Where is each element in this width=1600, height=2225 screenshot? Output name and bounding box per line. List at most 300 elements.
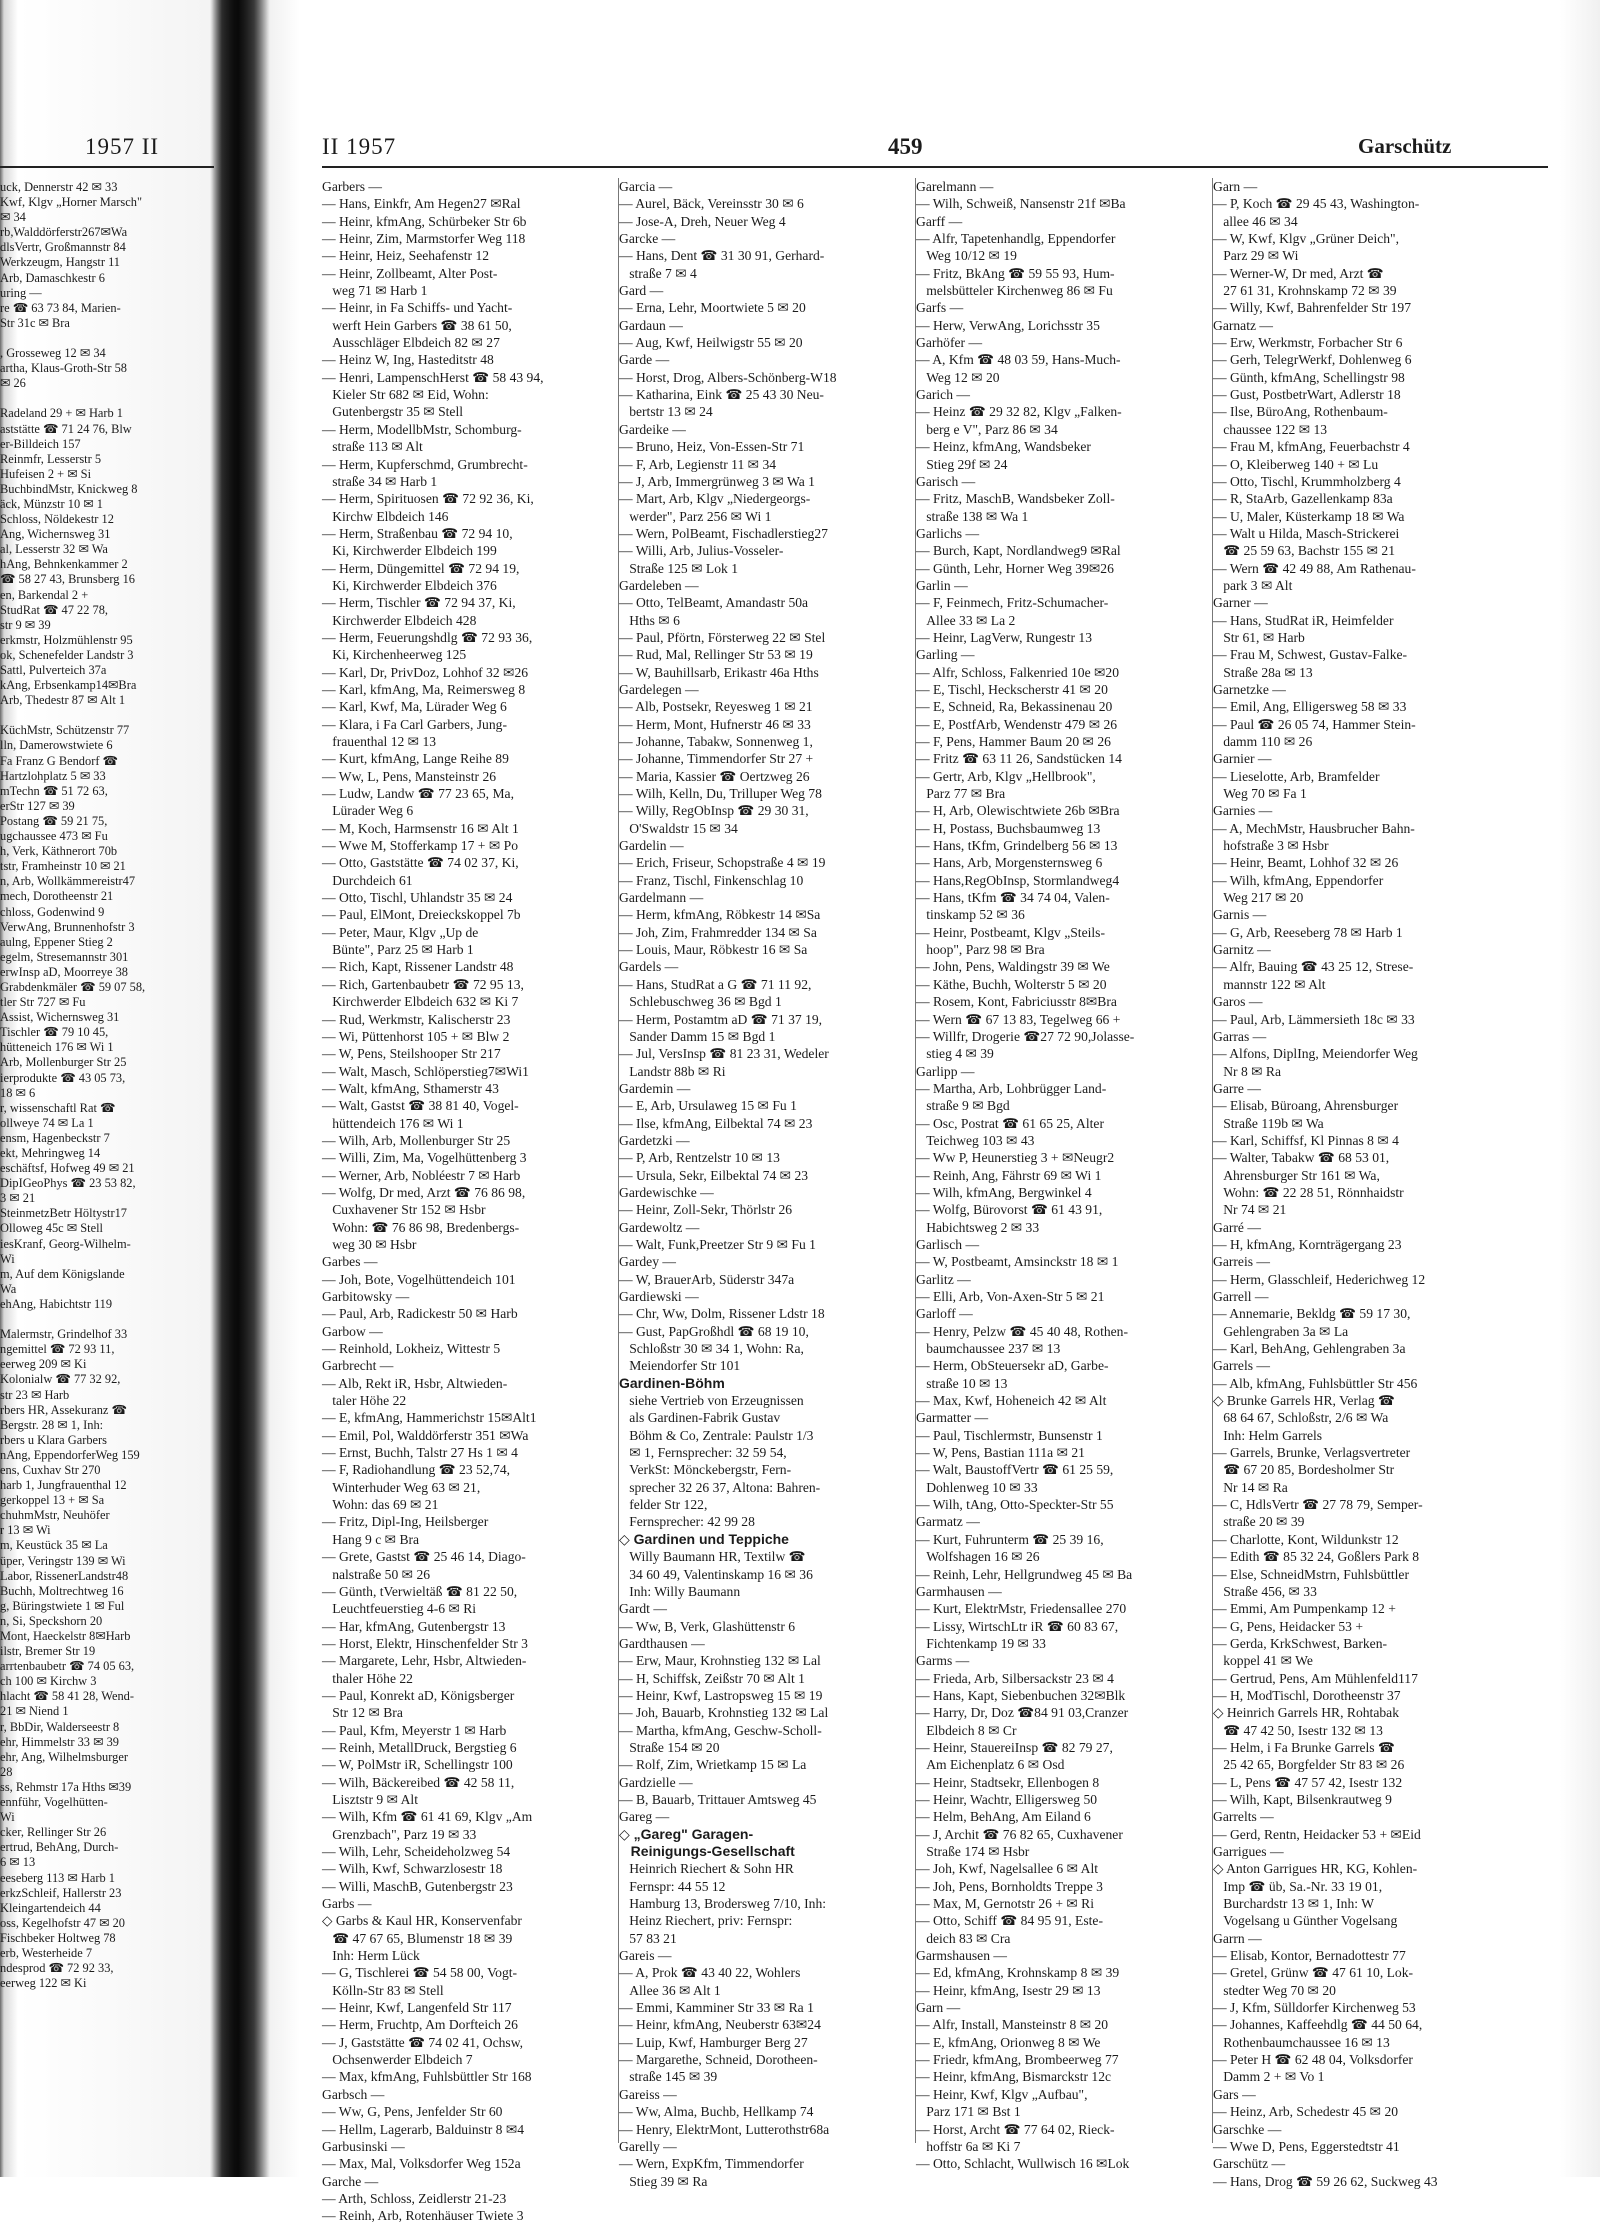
directory-entry: Parz 77 ✉ Bra xyxy=(916,786,1006,802)
directory-entry: — Walt u Hilda, Masch-Strickerei xyxy=(1213,525,1400,541)
directory-entry: hoffstr 6a ✉ Ki 7 xyxy=(916,2138,1021,2154)
directory-entry: — Fritz, MaschB, Wandsbeker Zoll- xyxy=(916,491,1115,507)
directory-entry: weg 71 ✉ Harb 1 xyxy=(322,283,428,299)
directory-entry: — F, Arb, Legienstr 11 ✉ 34 xyxy=(619,456,777,472)
directory-line: Wi xyxy=(0,1810,15,1825)
surname-heading: Garn — xyxy=(916,2000,961,2016)
directory-line xyxy=(0,1312,210,1327)
right-page-header-year: II 1957 xyxy=(322,134,397,159)
directory-entry: Durchdeich 61 xyxy=(322,872,413,888)
directory-entry: — Har, kfmAng, Gutenbergstr 13 xyxy=(322,1618,506,1634)
directory-entry: ◇ Brunke Garrels HR, Verlag ☎ xyxy=(1213,1393,1395,1409)
directory-entry: allee 46 ✉ 34 xyxy=(1213,213,1298,229)
directory-line: lln, Damerowstwiete 6 xyxy=(0,738,113,753)
directory-entry: — Paul, Arb, Radickestr 50 ✉ Harb xyxy=(322,1306,518,1322)
directory-entry: — Ursula, Sekr, Eilbektal 74 ✉ 23 xyxy=(619,1167,809,1183)
directory-entry: Habichtsweg 2 ✉ 33 xyxy=(916,1219,1040,1235)
directory-line: , Grosseweg 12 ✉ 34 xyxy=(0,346,106,361)
directory-entry: Schloßstr 30 ✉ 34 1, Wohn: Ra, xyxy=(619,1341,804,1357)
directory-line: cker, Rellinger Str 26 xyxy=(0,1825,107,1840)
directory-entry: — Herm, kfmAng, Röbkestr 14 ✉Sa xyxy=(619,907,821,923)
directory-entry: — Rud, Werkmstr, Kalischerstr 23 xyxy=(322,1011,511,1027)
directory-entry: — R, StaArb, Gazellenkamp 83a xyxy=(1213,491,1393,507)
directory-entry: — Erw, Werkmstr, Forbacher Str 6 xyxy=(1213,335,1403,351)
directory-entry: — Wern, ExpKfm, Timmendorfer xyxy=(619,2156,804,2172)
directory-entry: — G, Arb, Reeseberg 78 ✉ Harb 1 xyxy=(1213,924,1403,940)
directory-entry: Straße 119b ✉ Wa xyxy=(1213,1115,1324,1131)
left-page-header: 1957 II xyxy=(85,134,160,159)
directory-entry: straße 7 ✉ 4 xyxy=(619,265,697,281)
directory-entry: — Herm, Spirituosen ☎ 72 92 36, Ki, xyxy=(322,491,534,507)
directory-entry: Weg 217 ✉ 20 xyxy=(1213,890,1304,906)
directory-entry: — Alb, Postsekr, Reyesweg 1 ✉ 21 xyxy=(619,699,813,715)
directory-line: chloss, Godenwind 9 xyxy=(0,904,105,919)
directory-column-4 xyxy=(1213,178,1509,2190)
directory-entry: — Willfr, Drogerie ☎27 72 90,Jolasse- xyxy=(916,1028,1135,1044)
directory-entry: — Frieda, Arb, Silbersackstr 23 ✉ 4 xyxy=(916,1670,1114,1686)
surname-heading: Gardaun — xyxy=(619,317,683,333)
directory-line xyxy=(0,391,210,406)
directory-entry: Weg 12 ✉ 20 xyxy=(916,369,1000,385)
directory-entry: — Ernst, Buchh, Talstr 27 Hs 1 ✉ 4 xyxy=(322,1445,518,1461)
directory-entry: ◇ Heinrich Garrels HR, Rohtabak xyxy=(1213,1705,1399,1721)
directory-entry: deich 83 ✉ Cra xyxy=(916,1930,1011,1946)
directory-entry: werder", Parz 256 ✉ Wi 1 xyxy=(619,508,772,524)
directory-entry: — Jul, VersInsp ☎ 81 23 31, Wedeler xyxy=(619,1046,829,1062)
directory-line: re ☎ 63 73 84, Marien- xyxy=(0,300,121,315)
directory-entry: — Hans,RegObInsp, Stormlandweg4 xyxy=(916,872,1120,888)
surname-heading: Gardewoltz — xyxy=(619,1219,700,1235)
surname-heading: Garrn — xyxy=(1213,1930,1262,1946)
directory-entry: Straße 125 ✉ Lok 1 xyxy=(619,560,738,576)
directory-entry: taler Höhe 22 xyxy=(322,1393,407,1409)
directory-entry: — H, Postass, Buchsbaumweg 13 xyxy=(916,820,1101,836)
directory-entry: Lürader Weg 6 xyxy=(322,803,414,819)
directory-entry: Heinrich Riechert & Sohn HR xyxy=(619,1861,794,1877)
directory-entry: — W, Pens, Bastian 111a ✉ 21 xyxy=(916,1445,1085,1461)
directory-entry: — Willy, RegObInsp ☎ 29 30 31, xyxy=(619,803,809,819)
directory-line: uring — xyxy=(0,285,42,300)
directory-entry: — Herm, Glasschleif, Hederichweg 12 xyxy=(1213,1271,1426,1287)
directory-entry: Gardinen-Böhm xyxy=(619,1374,725,1391)
directory-entry: — Martha, kfmAng, Geschw-Scholl- xyxy=(619,1722,822,1738)
directory-line: m, Keustück 35 ✉ La xyxy=(0,1538,108,1553)
directory-line: Tischler ☎ 79 10 45, xyxy=(0,1025,109,1040)
surname-heading: Garhöfer — xyxy=(916,335,983,351)
directory-line: Kleingartendeich 44 xyxy=(0,1900,101,1915)
directory-entry: ✉ 1, Fernsprecher: 32 59 54, xyxy=(619,1445,787,1461)
surname-heading: Gard — xyxy=(619,283,664,299)
directory-line: chuhmMstr, Neuhöfer xyxy=(0,1508,110,1523)
directory-line: ok, Schenefelder Landstr 3 xyxy=(0,647,134,662)
directory-line: mTechn ☎ 51 72 63, xyxy=(0,783,108,798)
directory-entry: — Heinz ☎ 29 32 82, Klgv „Falken- xyxy=(916,404,1122,420)
directory-line: Olloweg 45c ✉ Stell xyxy=(0,1221,103,1236)
surname-heading: Garbers — xyxy=(322,179,383,194)
directory-entry: — Ww, G, Pens, Jenfelder Str 60 xyxy=(322,2104,503,2120)
directory-entry: Kieler Str 682 ✉ Eid, Wohn: xyxy=(322,387,489,403)
directory-entry: — Max, M, Gernotstr 26 + ✉ Ri xyxy=(916,1896,1095,1912)
directory-line: tler Str 727 ✉ Fu xyxy=(0,995,86,1010)
directory-line xyxy=(0,708,210,723)
directory-entry: — Edith ☎ 85 32 24, Goßlers Park 8 xyxy=(1213,1549,1420,1565)
directory-entry: straße 113 ✉ Alt xyxy=(322,439,423,455)
directory-entry: thaler Höhe 22 xyxy=(322,1670,413,1686)
directory-entry: — J, Arb, Immergrünweg 3 ✉ Wa 1 xyxy=(619,473,815,489)
directory-entry: — Wilh, Kfm ☎ 61 41 69, Klgv „Am xyxy=(322,1809,533,1825)
directory-entry: Willy Baumann HR, Textilw ☎ xyxy=(619,1549,806,1565)
directory-entry: Wolfshagen 16 ✉ 26 xyxy=(916,1549,1040,1565)
surname-heading: Gardetzki — xyxy=(619,1132,690,1148)
directory-entry: — Heinr, Kwf, Klgv „Aufbau", xyxy=(916,2086,1088,2102)
directory-entry: — Karl, Kwf, Ma, Lürader Weg 6 xyxy=(322,699,507,715)
directory-entry: hofstraße 3 ✉ Hsbr xyxy=(1213,838,1329,854)
surname-heading: Gareis — xyxy=(619,1948,672,1964)
directory-entry: — Joh, Bauarb, Krohnstieg 132 ✉ Lal xyxy=(619,1705,829,1721)
left-page xyxy=(0,0,220,2177)
directory-entry: — Gretel, Grünw ☎ 47 61 10, Lok- xyxy=(1213,1965,1414,1981)
directory-entry: Ausschläger Elbdeich 82 ✉ 27 xyxy=(322,335,500,351)
surname-heading: Garbs — xyxy=(322,1896,372,1912)
directory-entry: — Johanne, Tabakw, Sonnenweg 1, xyxy=(619,734,813,749)
surname-heading: Garras — xyxy=(1213,1028,1267,1044)
directory-entry: Ochsenwerder Elbdeich 7 xyxy=(322,2052,473,2068)
surname-heading: Garcke — xyxy=(619,231,676,247)
directory-line: ierprodukte ☎ 43 05 73, xyxy=(0,1070,126,1085)
directory-line: str 23 ✉ Harb xyxy=(0,1387,70,1402)
directory-line: h, Verk, Käthnerort 70b xyxy=(0,844,118,859)
directory-line: n, Si, Speckshorn 20 xyxy=(0,1613,103,1628)
surname-heading: Gardewischke — xyxy=(619,1184,714,1200)
directory-entry: Parz 29 ✉ Wi xyxy=(1213,248,1299,264)
directory-entry: — Friedr, kfmAng, Brombeerweg 77 xyxy=(916,2052,1119,2068)
directory-entry: — Reinh, MetallDruck, Bergstieg 6 xyxy=(322,1739,517,1755)
directory-line: arrtenbaubetr ☎ 74 05 63, xyxy=(0,1659,135,1674)
directory-entry: Fernspr: 44 55 12 xyxy=(619,1878,726,1894)
directory-entry: — Wilh, tAng, Otto-Speckter-Str 55 xyxy=(916,1497,1114,1513)
directory-entry: — Herm, Feuerungshdlg ☎ 72 93 36, xyxy=(322,629,533,645)
surname-heading: Garbsch — xyxy=(322,2086,385,2102)
directory-entry: — Charlotte, Kont, Wildunkstr 12 xyxy=(1213,1531,1399,1547)
directory-line: ertrud, BehAng, Durch- xyxy=(0,1840,119,1855)
directory-entry: — Gerd, Rentn, Heidacker 53 + ✉Eid xyxy=(1213,1826,1421,1842)
directory-entry: — Fritz, Dipl-Ing, Heilsberger xyxy=(322,1514,489,1530)
surname-heading: Garisch — xyxy=(916,473,976,489)
directory-entry: — P, Koch ☎ 29 45 43, Washington- xyxy=(1213,196,1420,212)
directory-entry: — Kurt, kfmAng, Lange Reihe 89 xyxy=(322,751,509,767)
directory-line: ss, Rehmstr 17a Hths ✉39 xyxy=(0,1779,132,1794)
directory-entry: — Max, kfmAng, Fuhlsbüttler Str 168 xyxy=(322,2069,532,2085)
directory-entry: — Reinh, Lehr, Hellgrundweg 45 ✉ Ba xyxy=(916,1566,1133,1582)
surname-heading: Garos — xyxy=(1213,994,1263,1010)
directory-entry: — Erw, Maur, Krohnstieg 132 ✉ Lal xyxy=(619,1653,821,1669)
directory-entry: Inh: Helm Garrels xyxy=(1213,1427,1323,1443)
directory-entry: Landstr 88b ✉ Ri xyxy=(619,1063,726,1079)
directory-line: Arb, Thedestr 87 ✉ Alt 1 xyxy=(0,693,126,708)
directory-entry: weg 30 ✉ Hsbr xyxy=(322,1236,417,1252)
directory-entry: — Wilh, Kelln, Du, Trilluper Weg 78 xyxy=(619,786,822,802)
directory-entry: — Willi, Zim, Ma, Vogelhüttenberg 3 xyxy=(322,1150,527,1166)
directory-entry: Ki, Kirchwerder Elbdeich 376 xyxy=(322,577,497,593)
directory-line: m, Auf dem Königslande xyxy=(0,1266,125,1281)
directory-entry: — J, Kfm, Sülldorfer Kirchenweg 53 xyxy=(1213,2000,1416,2016)
directory-line: kAng, Erbsenkamp14✉Bra xyxy=(0,678,137,693)
directory-line: äck, Münzstr 10 ✉ 1 xyxy=(0,496,103,511)
surname-heading: Garnatz — xyxy=(1213,317,1274,333)
directory-entry: Allee 33 ✉ La 2 xyxy=(916,612,1016,628)
directory-entry: melsbütteler Kirchenweg 86 ✉ Fu xyxy=(916,283,1113,299)
directory-entry: — F, Feinmech, Fritz-Schumacher- xyxy=(916,595,1109,611)
directory-line: ehr, Himmelstr 33 ✉ 39 xyxy=(0,1734,119,1749)
directory-entry: straße 20 ✉ 39 xyxy=(1213,1514,1305,1530)
surname-heading: Garn — xyxy=(1213,179,1258,194)
directory-line: er-Billdeich 157 xyxy=(0,436,81,451)
directory-entry: 57 83 21 xyxy=(619,1930,677,1946)
directory-entry: — Max, Kwf, Hoheneich 42 ✉ Alt xyxy=(916,1393,1107,1409)
directory-entry: — Herm, Tischler ☎ 72 94 37, Ki, xyxy=(322,595,516,611)
directory-entry: Fichtenkamp 19 ✉ 33 xyxy=(916,1635,1046,1651)
directory-line: Mont, Haeckelstr 8✉Harb xyxy=(0,1629,131,1643)
directory-entry: — Karl, Dr, PrivDoz, Lohhof 32 ✉26 xyxy=(322,664,529,680)
directory-entry: Vogelsang u Günther Vogelsang xyxy=(1213,1913,1398,1929)
directory-entry: straße 10 ✉ 13 xyxy=(916,1375,1008,1391)
left-page-column xyxy=(0,180,210,1991)
directory-line: ekt, Mehringweg 14 xyxy=(0,1146,101,1160)
directory-entry: Gehlengraben 3a ✉ La xyxy=(1213,1323,1349,1339)
directory-entry: berg e V", Parz 86 ✉ 34 xyxy=(916,421,1058,437)
directory-entry: Cuxhavener Str 152 ✉ Hsbr xyxy=(322,1202,486,1218)
directory-entry: — Alb, kfmAng, Fuhlsbüttler Str 456 xyxy=(1213,1375,1418,1391)
directory-entry: straße 145 ✉ 39 xyxy=(619,2069,718,2085)
directory-entry: — Heinr, Wachtr, Elligersweg 50 xyxy=(916,1791,1098,1807)
surname-heading: Gardey — xyxy=(619,1254,676,1270)
surname-heading: Garreis — xyxy=(1213,1254,1270,1270)
directory-entry: Meiendorfer Str 101 xyxy=(619,1358,741,1374)
directory-entry: — Emmi, Am Pumpenkamp 12 + xyxy=(1213,1601,1396,1617)
directory-entry: — Heinr, Zim, Marmstorfer Weg 118 xyxy=(322,231,526,247)
directory-line: Reinmfr, Lesserstr 5 xyxy=(0,451,102,466)
directory-line: Sattl, Pulverteich 37a xyxy=(0,663,107,677)
directory-entry: — C, HdlsVertr ☎ 27 78 79, Semper- xyxy=(1213,1497,1423,1513)
directory-entry: — Rosem, Kont, Fabriciusstr 8✉Bra xyxy=(916,994,1117,1010)
directory-entry: — Reinh, Arb, Rotenhäuser Twiete 3 xyxy=(322,2208,524,2224)
directory-entry: — H, Arb, Olewischtwiete 26b ✉Bra xyxy=(916,803,1120,819)
surname-heading: Garling — xyxy=(916,647,975,663)
directory-line: BuchbindMstr, Knickweg 8 xyxy=(0,481,138,496)
directory-entry: — Heinz W, Ing, Hasteditstr 48 xyxy=(322,352,494,368)
directory-entry: siehe Vertrieb von Erzeugnissen xyxy=(619,1393,804,1409)
directory-entry: stedter Weg 70 ✉ 20 xyxy=(1213,1982,1336,1998)
left-header-rule xyxy=(0,166,214,168)
directory-entry: — Wolfg, Dr med, Arzt ☎ 76 86 98, xyxy=(322,1184,526,1200)
directory-entry: — Ww, B, Verk, Glashüttenstr 6 xyxy=(619,1618,796,1634)
directory-line: rbers HR, Assekuranz ☎ xyxy=(0,1402,127,1417)
directory-line: Postang ☎ 59 21 75, xyxy=(0,813,108,828)
directory-line: Str 31c ✉ Bra xyxy=(0,315,70,330)
surname-heading: Garde — xyxy=(619,352,670,368)
directory-entry: — Paul ☎ 26 05 74, Hammer Stein- xyxy=(1213,716,1416,732)
directory-line: eerweg 209 ✉ Ki xyxy=(0,1357,87,1372)
directory-entry: — E, kfmAng, Hammerichstr 15✉Alt1 xyxy=(322,1410,537,1426)
surname-heading: Garche — xyxy=(322,2173,379,2189)
directory-entry: — Hans, Arb, Morgensternsweg 6 xyxy=(916,855,1103,871)
directory-line: str 9 ✉ 39 xyxy=(0,617,51,632)
directory-entry: straße 34 ✉ Harb 1 xyxy=(322,473,438,489)
directory-line: eschäftsf, Hofweg 49 ✉ 21 xyxy=(0,1161,135,1176)
directory-entry: — J, Gaststätte ☎ 74 02 41, Ochsw, xyxy=(322,2034,524,2050)
directory-entry: — Erna, Lehr, Moortwiete 5 ✉ 20 xyxy=(619,300,806,316)
directory-line: ugchaussee 473 ✉ Fu xyxy=(0,829,108,844)
directory-entry: — Emmi, Kamminer Str 33 ✉ Ra 1 xyxy=(619,2000,814,2016)
directory-entry: — Fritz, BkAng ☎ 59 55 93, Hum- xyxy=(916,265,1115,281)
surname-heading: Gareiss — xyxy=(619,2086,677,2102)
directory-entry: — Aurel, Bäck, Vereinsstr 30 ✉ 6 xyxy=(619,196,804,212)
directory-entry: mannstr 122 ✉ Alt xyxy=(1213,976,1326,992)
directory-line: aulng, Eppener Stieg 2 xyxy=(0,934,113,949)
directory-entry: Schlebuschweg 36 ✉ Bgd 1 xyxy=(619,994,782,1010)
directory-entry: — Gust, PapGroßhdl ☎ 68 19 10, xyxy=(619,1323,809,1339)
directory-entry: — Paul, Tischlermstr, Bunsenstr 1 xyxy=(916,1427,1103,1443)
directory-entry: — Werner-W, Dr med, Arzt ☎ xyxy=(1213,265,1384,281)
directory-entry: — Paul, Arb, Lämmersieth 18c ✉ 33 xyxy=(1213,1011,1415,1027)
directory-entry: — Werner, Arb, Nobléestr 7 ✉ Harb xyxy=(322,1167,521,1183)
directory-line: gerkoppel 13 + ✉ Sa xyxy=(0,1493,105,1508)
directory-entry: straße 9 ✉ Bgd xyxy=(916,1098,1010,1114)
directory-entry: hoop", Parz 98 ✉ Bra xyxy=(916,942,1045,958)
directory-entry: — Klara, i Fa Carl Garbers, Jung- xyxy=(322,716,507,732)
directory-entry: — Luip, Kwf, Hamburger Berg 27 xyxy=(619,2034,808,2050)
directory-entry: — Rud, Mal, Rellinger Str 53 ✉ 19 xyxy=(619,647,813,663)
surname-heading: Gardeike — xyxy=(619,421,686,437)
directory-entry: hüttendeich 176 ✉ Wi 1 xyxy=(322,1115,464,1131)
directory-line: Malermstr, Grindelhof 33 xyxy=(0,1327,128,1342)
directory-entry: — Herm, Postamtm aD ☎ 71 37 19, xyxy=(619,1011,823,1027)
directory-entry: — Henri, LampenschHerst ☎ 58 43 94, xyxy=(322,369,544,385)
directory-entry: — Günth, Lehr, Horner Weg 39✉26 xyxy=(916,560,1114,576)
directory-entry: — Heinr, Zoll-Sekr, Thörlstr 26 xyxy=(619,1202,793,1218)
directory-entry: — Wwe D, Pens, Eggerstedtstr 41 xyxy=(1213,2138,1400,2154)
directory-entry: — Heinr, Stadtsekr, Ellenbogen 8 xyxy=(916,1774,1100,1790)
directory-line: üper, Veringstr 139 ✉ Wi xyxy=(0,1553,126,1568)
directory-line: egelm, Stresemannstr 301 xyxy=(0,949,129,964)
directory-line: r 13 ✉ Wi xyxy=(0,1523,51,1538)
directory-entry: Reinigungs-Gesellschaft xyxy=(619,1843,795,1859)
directory-entry: Damm 2 + ✉ Vo 1 xyxy=(1213,2069,1325,2085)
directory-entry: — U, Maler, Küsterkamp 18 ✉ Wa xyxy=(1213,508,1405,524)
directory-line xyxy=(0,331,210,346)
directory-entry: — Henry, ElektrMont, Lutterothstr68a xyxy=(619,2121,830,2137)
surname-heading: Garbow — xyxy=(322,1323,383,1339)
directory-entry: — Wern, PolBeamt, Fischadlerstieg27 xyxy=(619,525,828,541)
directory-entry: — W, Postbeamt, Amsinckstr 18 ✉ 1 xyxy=(916,1254,1119,1270)
directory-entry: — Margarethe, Schneid, Dorotheen- xyxy=(619,2052,818,2068)
directory-entry: — Walt, Funk,Preetzer Str 9 ✉ Fu 1 xyxy=(619,1236,816,1252)
directory-entry: — Hans, Drog ☎ 59 26 62, Suckweg 43 xyxy=(1213,2173,1438,2189)
directory-entry: — Herm, ObSteuersekr aD, Garbe- xyxy=(916,1358,1109,1374)
directory-line: Arb, Mollenburger Str 25 xyxy=(0,1055,127,1070)
directory-entry: — Heinr, Heiz, Seehafenstr 12 xyxy=(322,248,490,264)
directory-entry: Weg 10/12 ✉ 19 xyxy=(916,248,1017,264)
directory-entry: Str 12 ✉ Bra xyxy=(322,1705,403,1721)
surname-heading: Gardels — xyxy=(619,959,679,975)
directory-entry: Weg 70 ✉ Fa 1 xyxy=(1213,786,1307,802)
directory-line: Assist, Wichernsweg 31 xyxy=(0,1010,120,1025)
directory-entry: — Otto, TelBeamt, Amandastr 50a xyxy=(619,595,809,611)
directory-entry: — Herw, VerwAng, Lorichsstr 35 xyxy=(916,317,1100,333)
directory-entry: — O, Kleiberweg 140 + ✉ Lu xyxy=(1213,456,1379,472)
directory-entry: — Bruno, Heiz, Von-Essen-Str 71 xyxy=(619,439,805,455)
surname-heading: Gardzielle — xyxy=(619,1774,693,1790)
directory-entry: — F, Pens, Hammer Baum 20 ✉ 26 xyxy=(916,734,1111,749)
directory-entry: Hths ✉ 6 xyxy=(619,612,680,628)
directory-entry: — Alb, Rekt iR, Hsbr, Altwieden- xyxy=(322,1375,508,1391)
directory-entry: Kirchw Elbdeich 146 xyxy=(322,508,449,524)
directory-entry: — Garrels, Brunke, Verlagsvertreter xyxy=(1213,1445,1411,1461)
directory-entry: — E, Tischl, Heckscherstr 41 ✉ 20 xyxy=(916,681,1108,697)
surname-heading: Garbusinski — xyxy=(322,2138,405,2154)
directory-line: al, Lesserstr 32 ✉ Wa xyxy=(0,542,108,557)
directory-entry: 34 60 49, Valentinskamp 16 ✉ 36 xyxy=(619,1566,813,1582)
directory-entry: — Willy, Kwf, Bahrenfelder Str 197 xyxy=(1213,300,1412,316)
directory-entry: — Katharina, Eink ☎ 25 43 30 Neu- xyxy=(619,387,824,403)
directory-entry: — Hans, StudRat iR, Heimfelder xyxy=(1213,612,1394,628)
directory-entry: — Käthe, Buchh, Wolterstr 5 ✉ 20 xyxy=(916,976,1107,992)
directory-column-1 xyxy=(322,178,618,2225)
directory-column-3 xyxy=(916,178,1212,2173)
directory-entry: park 3 ✉ Alt xyxy=(1213,577,1293,593)
directory-entry: — J, Archit ☎ 76 82 65, Cuxhavener xyxy=(916,1826,1123,1842)
directory-entry: 68 64 67, Schloßstr, 2/6 ✉ Wa xyxy=(1213,1410,1389,1426)
directory-entry: — A, Kfm ☎ 48 03 59, Hans-Much- xyxy=(916,352,1121,368)
surname-heading: Gardelmann — xyxy=(619,890,704,906)
directory-entry: Am Eichenplatz 6 ✉ Osd xyxy=(916,1757,1065,1773)
directory-entry: — John, Pens, Waldingstr 39 ✉ We xyxy=(916,959,1110,975)
directory-entry: 25 42 65, Borgfelder Str 83 ✉ 26 xyxy=(1213,1757,1405,1773)
directory-line: tstr, Framheinstr 10 ✉ 21 xyxy=(0,859,126,874)
directory-entry: — Martha, Arb, Lohbrügger Land- xyxy=(916,1080,1107,1096)
directory-line: Hartzlohplatz 5 ✉ 33 xyxy=(0,768,106,783)
directory-line: Hufeisen 2 + ✉ Si xyxy=(0,466,92,481)
surname-heading: Garlipp — xyxy=(916,1063,975,1079)
directory-entry: Stieg 29f ✉ 24 xyxy=(916,456,1008,472)
surname-heading: Gardeleben — xyxy=(619,577,699,593)
directory-entry: — Wilh, Kapt, Bilsenkrautweg 9 xyxy=(1213,1791,1392,1807)
surname-heading: Garbes — xyxy=(322,1254,378,1270)
directory-entry: — Karl, Schiffsf, Kl Pinnas 8 ✉ 4 xyxy=(1213,1132,1399,1148)
directory-line: Fa Franz G Bendorf ☎ xyxy=(0,753,118,768)
surname-heading: Garrelts — xyxy=(1213,1809,1274,1825)
directory-entry: — Helm, i Fa Brunke Garrels ☎ xyxy=(1213,1739,1395,1755)
directory-entry: Kirchwerder Elbdeich 632 ✉ Ki 7 xyxy=(322,994,519,1010)
directory-line: Grabdenkmäler ☎ 59 07 58, xyxy=(0,979,146,994)
surname-heading: Garfs — xyxy=(916,300,964,316)
surname-heading: Garner — xyxy=(1213,595,1268,611)
directory-entry: — Heinr, StauereiInsp ☎ 82 79 27, xyxy=(916,1739,1113,1755)
directory-entry: — Gerh, TelegrWerkf, Dohlenweg 6 xyxy=(1213,352,1412,368)
directory-line: Kolonialw ☎ 77 32 92, xyxy=(0,1372,121,1387)
directory-line: Wi xyxy=(0,1251,15,1266)
directory-line: ensm, Hagenbeckstr 7 xyxy=(0,1130,110,1145)
directory-entry: — Emil, Pol, Walddörferstr 351 ✉Wa xyxy=(322,1427,529,1443)
right-page xyxy=(268,0,1600,2224)
book-gutter xyxy=(212,0,268,2177)
directory-line: ollweye 74 ✉ La 1 xyxy=(0,1115,94,1130)
directory-entry: — Herm, Straßenbau ☎ 72 94 10, xyxy=(322,525,513,541)
directory-entry: — Heinr, Zollbeamt, Alter Post- xyxy=(322,265,498,281)
directory-entry: — Elisab, Kontor, Bernadottestr 77 xyxy=(1213,1948,1406,1964)
directory-entry: Wohn: ☎ 22 28 51, Rönnhaidstr xyxy=(1213,1184,1404,1200)
directory-line: hAng, Behnkenkammer 2 xyxy=(0,557,128,572)
